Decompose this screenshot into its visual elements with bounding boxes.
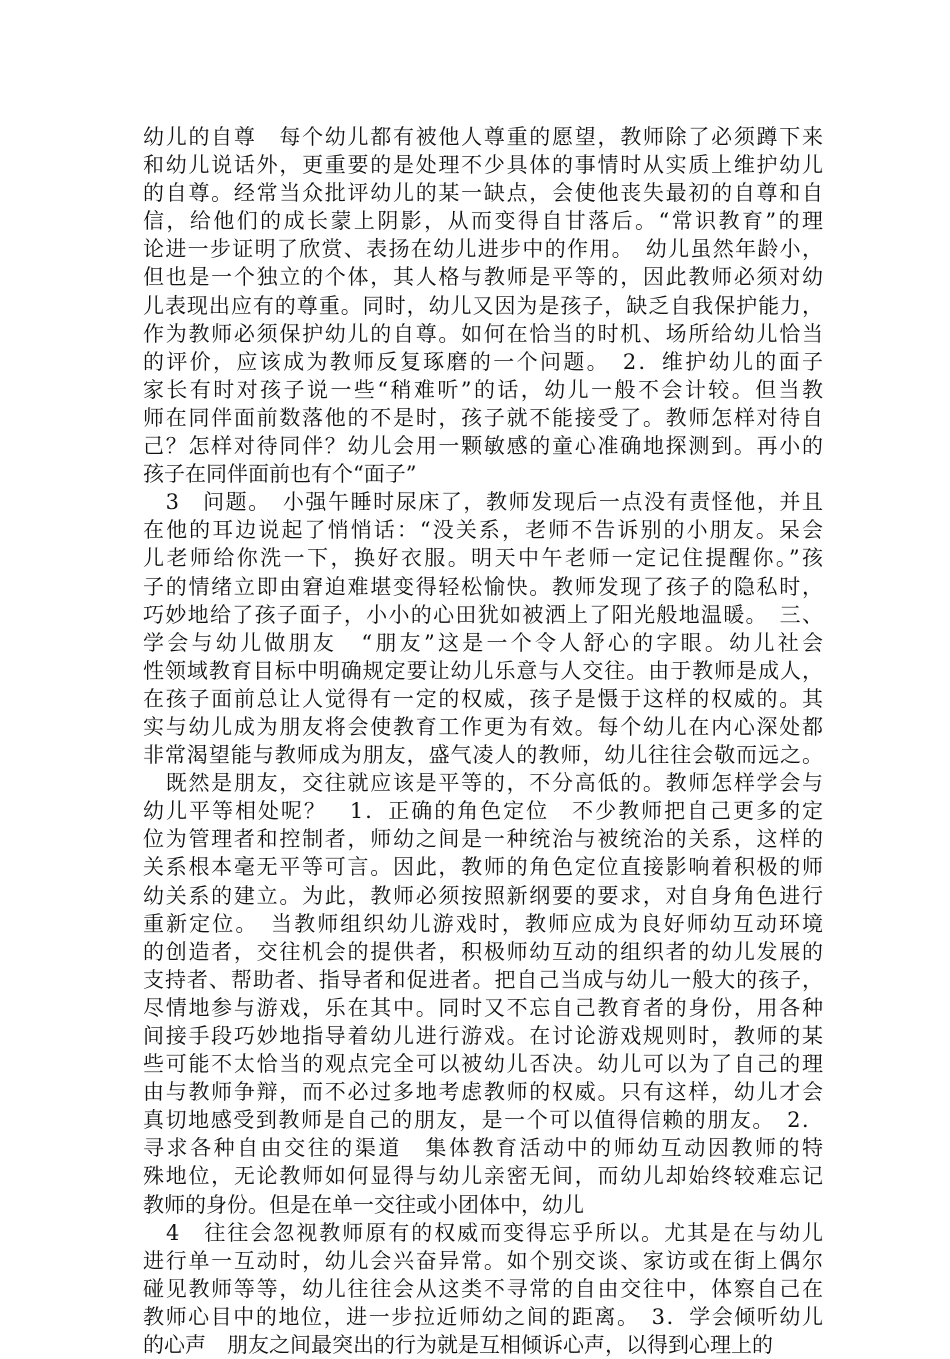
text-line: 作为教师必须保护幼儿的自尊。如何在恰当的时机、场所给幼儿恰当 xyxy=(143,321,823,346)
text-line: 巧妙地给了孩子面子，小小的心田犹如被洒上了阳光般地温暖。 三、 xyxy=(143,602,823,627)
text-line: 的自尊。经常当众批评幼儿的某一缺点，会使他丧失最初的自尊和自 xyxy=(143,181,823,206)
body-text xyxy=(143,123,823,1359)
text-line: 的评价，应该成为教师反复琢磨的一个问题。 2．维护幼儿的面子 xyxy=(143,349,823,374)
text-line: 重新定位。 当教师组织幼儿游戏时，教师应成为良好师幼互动环境 xyxy=(143,911,823,936)
text-line: 些可能不太恰当的观点完全可以被幼儿否决。幼儿可以为了自己的理 xyxy=(143,1052,823,1077)
text-line: 幼关系的建立。为此，教师必须按照新纲要的要求，对自身角色进行 xyxy=(143,883,823,908)
text-line: 进行单一互动时，幼儿会兴奋异常。如个别交谈、家访或在街上偶尔 xyxy=(143,1248,823,1273)
text-line: 间接手段巧妙地指导着幼儿进行游戏。在讨论游戏规则时，教师的某 xyxy=(143,1024,823,1048)
text-line: 幼儿平等相处呢？ 1．正确的角色定位 不少教师把自己更多的定 xyxy=(143,799,823,824)
text-line: 非常渴望能与教师成为朋友，盛气凌人的教师，幼儿往往会敬而远之。 xyxy=(143,743,823,768)
text-line: 性领域教育目标中明确规定要让幼儿乐意与人交往。由于教师是成人， xyxy=(143,658,823,683)
text-line: 孩子在同伴面前也有个“面子” xyxy=(143,462,417,487)
text-line: 和幼儿说话外，更重要的是处理不少具体的事情时从实质上维护幼儿 xyxy=(143,153,823,178)
text-line: 论进一步证明了欣赏、表扬在幼儿进步中的作用。 幼儿虽然年龄小， xyxy=(143,237,823,262)
text-line: 信，给他们的成长蒙上阴影，从而变得自甘落后。“常识教育”的理 xyxy=(143,209,823,234)
text-line: 教师心目中的地位，进一步拉近师幼之间的距离。 3．学会倾听幼儿 xyxy=(143,1304,823,1329)
text-line: 支持者、帮助者、指导者和促进者。把自己当成与幼儿一般大的孩子， xyxy=(143,967,823,992)
text-line: 师在同伴面前数落他的不是时，孩子就不能接受了。教师怎样对待自 xyxy=(143,405,823,430)
text-line: 幼儿的自尊 每个幼儿都有被他人尊重的愿望，教师除了必须蹲下来 xyxy=(143,125,823,149)
text-line: 在孩子面前总让人觉得有一定的权威，孩子是慑于这样的权威的。其 xyxy=(143,686,823,711)
text-line: 教师的身份。但是在单一交往或小团体中，幼儿 xyxy=(143,1192,584,1217)
text-line: 儿老师给你洗一下，换好衣服。明天中午老师一定记住提醒你。”孩 xyxy=(143,546,823,571)
text-line: 子的情绪立即由窘迫难堪变得轻松愉快。教师发现了孩子的隐私时， xyxy=(143,574,823,599)
text-line: 寻求各种自由交往的渠道 集体教育活动中的师幼互动因教师的特 xyxy=(143,1136,823,1161)
text-line: 的创造者，交往机会的提供者，积极师幼互动的组织者的幼儿发展的 xyxy=(143,939,823,964)
text-line: 但也是一个独立的个体，其人格与教师是平等的，因此教师必须对幼 xyxy=(143,265,823,290)
text-line: 实与幼儿成为朋友将会使教育工作更为有效。每个幼儿在内心深处都 xyxy=(143,714,823,739)
text-line: 由与教师争辩，而不必过多地考虑教师的权威。只有这样，幼儿才会 xyxy=(143,1080,823,1105)
text-line: 真切地感受到教师是自己的朋友，是一个可以值得信赖的朋友。 2． xyxy=(143,1108,823,1133)
text-line: 尽情地参与游戏，乐在其中。同时又不忘自己教育者的身份，用各种 xyxy=(143,995,823,1020)
text-line: 己？怎样对待同伴？幼儿会用一颗敏感的童心准确地探测到。再小的 xyxy=(143,434,823,459)
text-line: 家长有时对孩子说一些“稍难听”的话，幼儿一般不会计较。但当教 xyxy=(143,377,823,402)
text-line: 关系根本毫无平等可言。因此，教师的角色定位直接影响着积极的师 xyxy=(143,855,823,880)
text-line: 殊地位，无论教师如何显得与幼儿亲密无间，而幼儿却始终较难忘记 xyxy=(143,1164,823,1189)
text-line: 在他的耳边说起了悄悄话：“没关系，老师不告诉别的小朋友。呆会 xyxy=(143,518,823,543)
text-line: 碰见教师等等，幼儿往往会从这类不寻常的自由交往中，体察自己在 xyxy=(143,1276,823,1301)
text-line: 儿表现出应有的尊重。同时，幼儿又因为是孩子，缺乏自我保护能力， xyxy=(143,293,823,318)
text-line: 的心声 朋友之间最突出的行为就是互相倾诉心声，以得到心理上的 xyxy=(143,1333,773,1358)
text-line: 既然是朋友，交往就应该是平等的，不分高低的。教师怎样学会与 xyxy=(143,771,823,796)
text-line: 3 问题。 小强午睡时尿床了，教师发现后一点没有责怪他，并且 xyxy=(143,490,823,515)
text-line: 4 往往会忽视教师原有的权威而变得忘乎所以。尤其是在与幼儿 xyxy=(143,1220,823,1245)
text-line: 位为管理者和控制者，师幼之间是一种统治与被统治的关系，这样的 xyxy=(143,827,823,852)
text-line: 学会与幼儿做朋友 “朋友”这是一个令人舒心的字眼。幼儿社会 xyxy=(143,630,823,655)
